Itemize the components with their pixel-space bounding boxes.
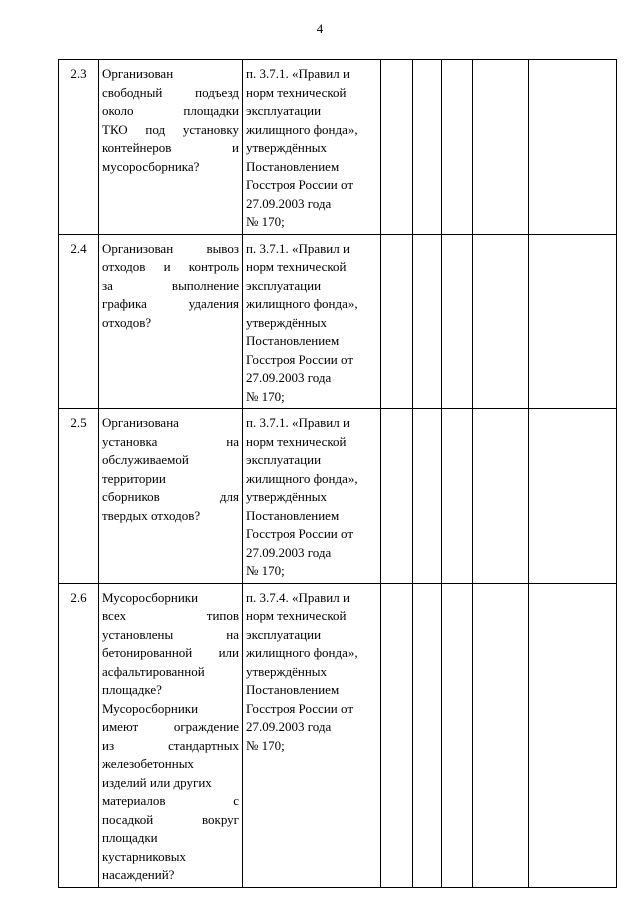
checklist-table bbox=[58, 59, 617, 888]
question-text-line: из стандартных bbox=[102, 737, 239, 753]
question-text-line: имеют ограждение bbox=[102, 719, 239, 734]
question-text-line: железобетонных bbox=[102, 756, 194, 771]
question-text-line: Организована bbox=[102, 415, 179, 430]
question-text-line: Мусоросборники bbox=[102, 589, 199, 605]
answer-yes-cell[interactable] bbox=[381, 234, 413, 409]
page-number: 4 bbox=[316, 21, 324, 36]
reference-text-line: № 170; bbox=[246, 737, 285, 753]
reference-text-line: п. 3.7.1. «Правил и bbox=[246, 66, 350, 81]
note-cell[interactable] bbox=[473, 583, 529, 887]
question-text-line: установка на bbox=[102, 433, 239, 449]
answer-no-cell[interactable] bbox=[413, 583, 442, 887]
question-text-line: обслуживаемой bbox=[102, 452, 189, 467]
reference-text-line: норм технической bbox=[246, 259, 347, 274]
row-number: 2.3 bbox=[59, 60, 99, 235]
reference-text-line: эксплуатации bbox=[246, 452, 322, 467]
note-cell[interactable] bbox=[473, 409, 529, 584]
reference-text-line: эксплуатации bbox=[246, 277, 322, 293]
reference-text-line: жилищного фонда», bbox=[246, 121, 358, 137]
question-text-line: Организован bbox=[102, 66, 174, 81]
reference-text-line: 27.09.2003 года bbox=[246, 544, 332, 560]
reference-text-line: № 170; bbox=[246, 388, 285, 404]
question-text-line: материалов с bbox=[102, 793, 239, 808]
reference-text-line: № 170; bbox=[246, 214, 285, 229]
question-cell bbox=[99, 234, 243, 409]
legal-reference-cell bbox=[243, 60, 381, 235]
note-cell[interactable] bbox=[473, 60, 529, 235]
reference-text-line: жилищного фонда», bbox=[246, 645, 358, 660]
question-text-line: бетонированной или bbox=[102, 645, 239, 660]
table-row bbox=[59, 234, 617, 409]
comment-cell[interactable] bbox=[529, 409, 617, 584]
reference-text-line: эксплуатации bbox=[246, 103, 322, 118]
answer-na-cell[interactable] bbox=[442, 409, 473, 584]
answer-yes-cell[interactable] bbox=[381, 583, 413, 887]
answer-no-cell[interactable] bbox=[413, 409, 442, 584]
question-text-line: посадкой вокруг bbox=[102, 811, 239, 827]
comment-cell[interactable] bbox=[529, 583, 617, 887]
reference-text-line: утверждённых bbox=[246, 314, 328, 330]
reference-text-line: эксплуатации bbox=[246, 626, 322, 642]
question-text-line: свободный подъезд bbox=[102, 84, 239, 100]
question-text-line: графика удаления bbox=[102, 296, 239, 311]
table-row bbox=[59, 409, 617, 584]
reference-text-line: жилищного фонда», bbox=[246, 296, 358, 311]
reference-text-line: № 170; bbox=[246, 563, 285, 578]
question-text-line: отходов и контроль bbox=[102, 259, 239, 274]
question-text-line: ТКО под установку bbox=[102, 121, 239, 137]
reference-text-line: норм технической bbox=[246, 84, 347, 100]
question-text-line: твердых отходов? bbox=[102, 507, 201, 523]
reference-text-line: 27.09.2003 года bbox=[246, 719, 332, 734]
answer-yes-cell[interactable] bbox=[381, 409, 413, 584]
question-cell bbox=[99, 60, 243, 235]
answer-na-cell[interactable] bbox=[442, 60, 473, 235]
row-number: 2.5 bbox=[59, 409, 99, 584]
row-number: 2.4 bbox=[59, 234, 99, 409]
table-body bbox=[59, 60, 617, 888]
question-text-line: сборников для bbox=[102, 489, 239, 504]
reference-text-line: Постановлением bbox=[246, 333, 340, 348]
question-text-line: контейнеров и bbox=[102, 140, 239, 155]
reference-text-line: 27.09.2003 года bbox=[246, 370, 332, 385]
reference-text-line: Госстроя России от bbox=[246, 351, 354, 367]
question-text-line: отходов? bbox=[102, 314, 152, 330]
legal-reference-cell bbox=[243, 234, 381, 409]
legal-reference-cell bbox=[243, 409, 381, 584]
legal-reference-cell bbox=[243, 583, 381, 887]
comment-cell[interactable] bbox=[529, 234, 617, 409]
question-text-line: установлены на bbox=[102, 626, 239, 642]
question-text-line: изделий или других bbox=[102, 774, 212, 790]
reference-text-line: утверждённых bbox=[246, 489, 328, 504]
row-number: 2.6 bbox=[59, 583, 99, 887]
question-text-line: площадке? bbox=[102, 682, 162, 697]
answer-na-cell[interactable] bbox=[442, 234, 473, 409]
reference-text-line: Госстроя России от bbox=[246, 526, 354, 541]
question-cell bbox=[99, 583, 243, 887]
reference-text-line: п. 3.7.1. «Правил и bbox=[246, 240, 350, 256]
reference-text-line: п. 3.7.1. «Правил и bbox=[246, 415, 350, 430]
question-text-line: кустарниковых bbox=[102, 848, 186, 864]
table-row bbox=[59, 583, 617, 887]
question-text-line: насаждений? bbox=[102, 867, 175, 882]
reference-text-line: норм технической bbox=[246, 608, 347, 623]
reference-text-line: утверждённых bbox=[246, 663, 328, 679]
answer-no-cell[interactable] bbox=[413, 60, 442, 235]
reference-text-line: п. 3.7.4. «Правил и bbox=[246, 589, 350, 605]
question-text-line: площадки bbox=[102, 830, 158, 845]
note-cell[interactable] bbox=[473, 234, 529, 409]
reference-text-line: Госстроя России от bbox=[246, 700, 354, 716]
question-text-line: асфальтированной bbox=[102, 663, 205, 679]
question-text-line: Мусоросборники bbox=[102, 700, 199, 716]
question-cell bbox=[99, 409, 243, 584]
answer-yes-cell[interactable] bbox=[381, 60, 413, 235]
reference-text-line: Постановлением bbox=[246, 682, 340, 697]
answer-na-cell[interactable] bbox=[442, 583, 473, 887]
reference-text-line: утверждённых bbox=[246, 140, 328, 155]
answer-no-cell[interactable] bbox=[413, 234, 442, 409]
question-text-line: около площадки bbox=[102, 103, 239, 118]
reference-text-line: норм технической bbox=[246, 433, 347, 449]
reference-text-line: жилищного фонда», bbox=[246, 470, 358, 486]
question-text-line: Организован вывоз bbox=[102, 240, 239, 256]
reference-text-line: Постановлением bbox=[246, 158, 340, 174]
question-text-line: мусоросборника? bbox=[102, 158, 200, 174]
question-text-line: всех типов bbox=[102, 608, 239, 623]
comment-cell[interactable] bbox=[529, 60, 617, 235]
reference-text-line: Постановлением bbox=[246, 507, 340, 523]
question-text-line: территории bbox=[102, 470, 166, 486]
table-row bbox=[59, 60, 617, 235]
reference-text-line: Госстроя России от bbox=[246, 177, 354, 192]
reference-text-line: 27.09.2003 года bbox=[246, 195, 332, 211]
question-text-line: за выполнение bbox=[102, 277, 239, 293]
